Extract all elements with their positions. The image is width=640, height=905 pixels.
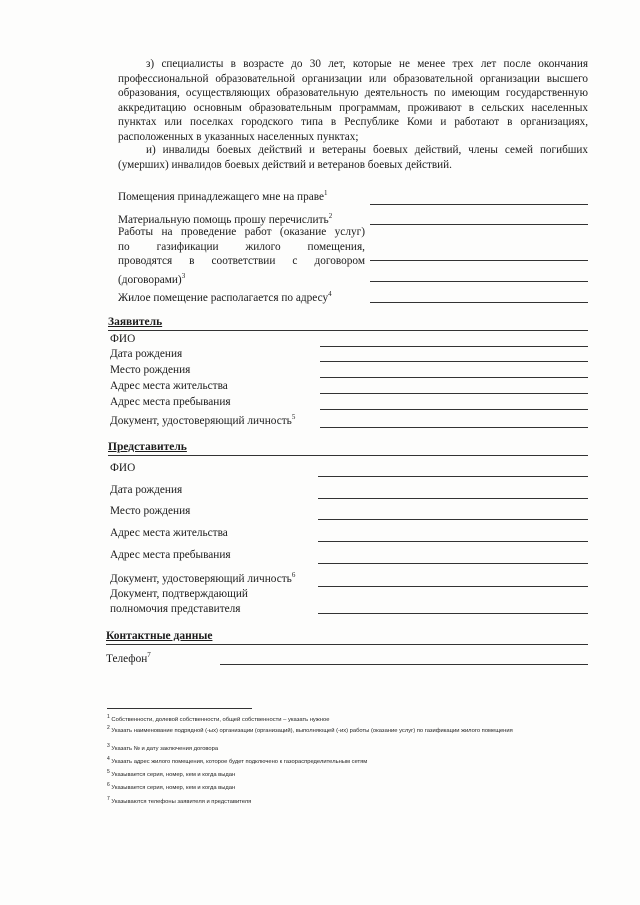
material-help-label: Материальную помощь прошу перечислить$^2$ <box>118 212 333 226</box>
footnote-separator <box>107 708 252 709</box>
address-label: Жилое помещение располагается по адресу$^4$ <box>118 290 332 304</box>
applicant-birth-date-label: Дата рождения <box>110 348 183 360</box>
representative-birth-place-label: Место рождения <box>110 505 191 517</box>
paragraph-item-z: з) специалисты в возрасте до 30 лет, которые не менее трех лет после окончания профессиональной образовательной организации или образовательной организации высшего образования, осуществляющих образовательную деятельность по имеющим государственную аккредитацию основным образовательным программам, проживают в сельских населенных пунктах или поселках городского типа в Республике Коми и работают в организациях, расположенных в указанных населенных пунктах; <box>118 58 588 143</box>
footnote-3: $^3$ Указать № и дату заключения договора <box>107 743 219 752</box>
works-label: Работы на проведение работ (оказание услуг) по газификации жилого помещения, проводятся в соответствии с договором (договорами)$^3$ <box>118 226 365 286</box>
premises-right-line[interactable] <box>370 204 588 205</box>
phone-label: Телефон$^7$ <box>106 651 151 665</box>
representative-fio-label: ФИО <box>110 462 136 474</box>
footnote-6: $^6$ Указывается серия, номер, кем и когда выдан <box>107 782 236 791</box>
works-line-2[interactable] <box>370 281 588 282</box>
representative-heading-line <box>108 455 588 456</box>
footnote-7: $^7$ Указываются телефоны заявителя и представителя <box>107 796 252 805</box>
footnote-4: $^4$ Указать адрес жилого помещения, которое будет подключено к газораспределительным сетям <box>107 756 368 765</box>
applicant-id-doc-line[interactable] <box>320 427 588 428</box>
representative-heading: Представитель <box>108 441 187 453</box>
applicant-fio-line[interactable] <box>320 346 588 347</box>
premises-right-label: Помещения принадлежащего мне на праве$^1$ <box>118 189 328 203</box>
phone-line[interactable] <box>220 664 588 665</box>
contacts-heading: Контактные данные <box>106 630 213 642</box>
applicant-birth-place-line[interactable] <box>320 377 588 378</box>
representative-authority-label: Документ, подтверждающий полномочия представителя <box>110 588 248 615</box>
address-line[interactable] <box>370 302 588 303</box>
applicant-heading: Заявитель <box>108 316 163 328</box>
applicant-heading-line <box>108 330 588 331</box>
representative-stay-label: Адрес места пребывания <box>110 549 231 561</box>
works-line[interactable] <box>370 260 588 261</box>
footnote-2: $^2$ Указать наименование подрядной (-ых) организации (организаций), выполняющей (-их) работы (оказание услуг) по газификации жилого помещения <box>107 725 513 734</box>
representative-residence-line[interactable] <box>318 541 588 542</box>
footnote-1: $^1$ Собственности, долевой собственности, общей собственности – указать нужное <box>107 714 330 723</box>
applicant-birth-place-label: Место рождения <box>110 364 191 376</box>
representative-birth-date-label: Дата рождения <box>110 484 183 496</box>
footnote-5: $^5$ Указывается серия, номер, кем и когда выдан <box>107 769 236 778</box>
representative-birth-date-line[interactable] <box>318 498 588 499</box>
representative-authority-line[interactable] <box>318 613 588 614</box>
representative-id-doc-line[interactable] <box>318 586 588 587</box>
applicant-id-doc-label: Документ, удостоверяющий личность$^5$ <box>110 413 296 427</box>
representative-fio-line[interactable] <box>318 476 588 477</box>
representative-birth-place-line[interactable] <box>318 519 588 520</box>
representative-stay-line[interactable] <box>318 563 588 564</box>
applicant-stay-line[interactable] <box>320 409 588 410</box>
applicant-residence-label: Адрес места жительства <box>110 380 228 392</box>
applicant-stay-label: Адрес места пребывания <box>110 396 231 408</box>
material-help-line[interactable] <box>370 224 588 225</box>
applicant-birth-date-line[interactable] <box>320 361 588 362</box>
applicant-residence-line[interactable] <box>320 393 588 394</box>
contacts-heading-line <box>106 644 588 645</box>
paragraph-item-i: и) инвалиды боевых действий и ветераны боевых действий, члены семей погибших (умерших) инвалидов боевых действий и ветеранов боевых действий. <box>118 144 588 171</box>
applicant-fio-label: ФИО <box>110 333 136 345</box>
representative-residence-label: Адрес места жительства <box>110 527 228 539</box>
representative-id-doc-label: Документ, удостоверяющий личность$^6$ <box>110 571 296 585</box>
